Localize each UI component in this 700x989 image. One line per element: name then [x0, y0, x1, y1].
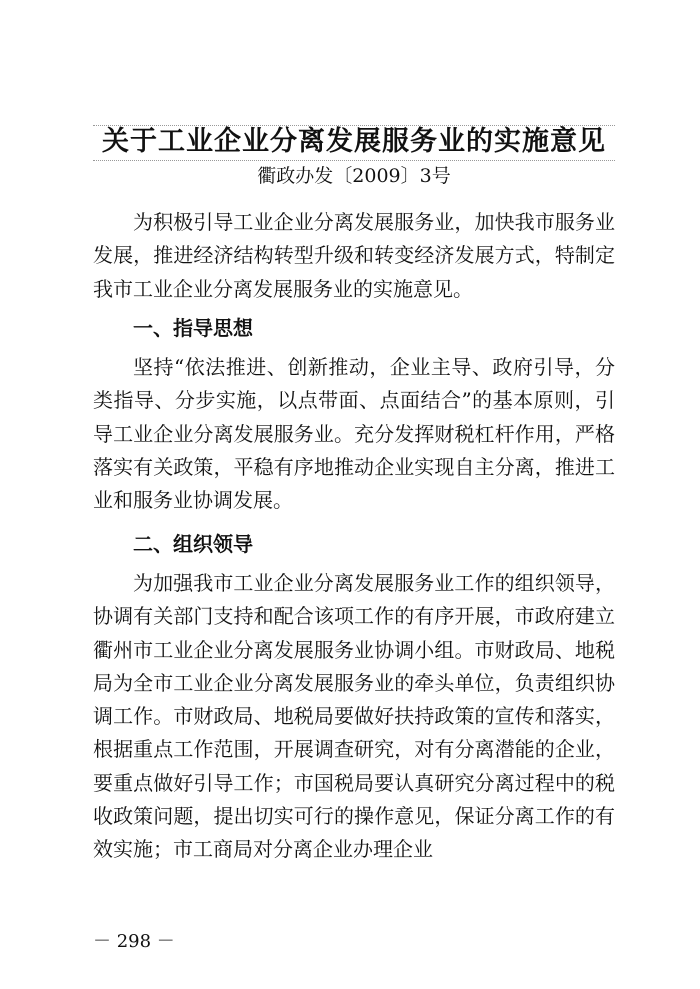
section-2-paragraph: 为加强我市工业企业分离发展服务业工作的组织领导，协调有关部门支持和配合该项工作的有序开展，市政府建立衢州市工业企业分离发展服务业协调小组。市财政局、地税局为全市工业企业分离发展服务业的牵头单位，负责组织协调工作。市财政局、地税局要做好扶持政策的宣传和落实，根据重点工作范围，开展调查研究，对有分离潜能的企业，要重点做好引导工作；市国税局要认真研究分离过程中的税收政策问题，提出切实可行的操作意见，保证分离工作的有效实施；市工商局对分离企业办理企业 [93, 570, 615, 862]
section-2-heading: 二、组织领导 [133, 531, 253, 556]
document-number: 衢政办发〔2009〕3号 [257, 165, 451, 187]
intro-paragraph: 为积极引导工业企业分离发展服务业，加快我市服务业发展，推进经济结构转型升级和转变经济发展方式，特制定我市工业企业分离发展服务业的实施意见。 [93, 210, 615, 301]
section-1-paragraph: 坚持“依法推进、创新推动，企业主导、政府引导，分类指导、分步实施，以点带面、点面结合”的基本原则，引导工业企业分离发展服务业。充分发挥财税杠杆作用，严格落实有关政策，平稳有序地推动企业实现自主分离，推进工业和服务业协调发展。 [93, 355, 615, 513]
title-rule-bottom [93, 160, 615, 161]
document-body [93, 206, 615, 867]
document-title: 关于工业企业分离发展服务业的实施意见 [102, 126, 606, 157]
page-number: － 298 － [93, 931, 175, 952]
section-1-heading: 一、指导思想 [133, 315, 253, 340]
